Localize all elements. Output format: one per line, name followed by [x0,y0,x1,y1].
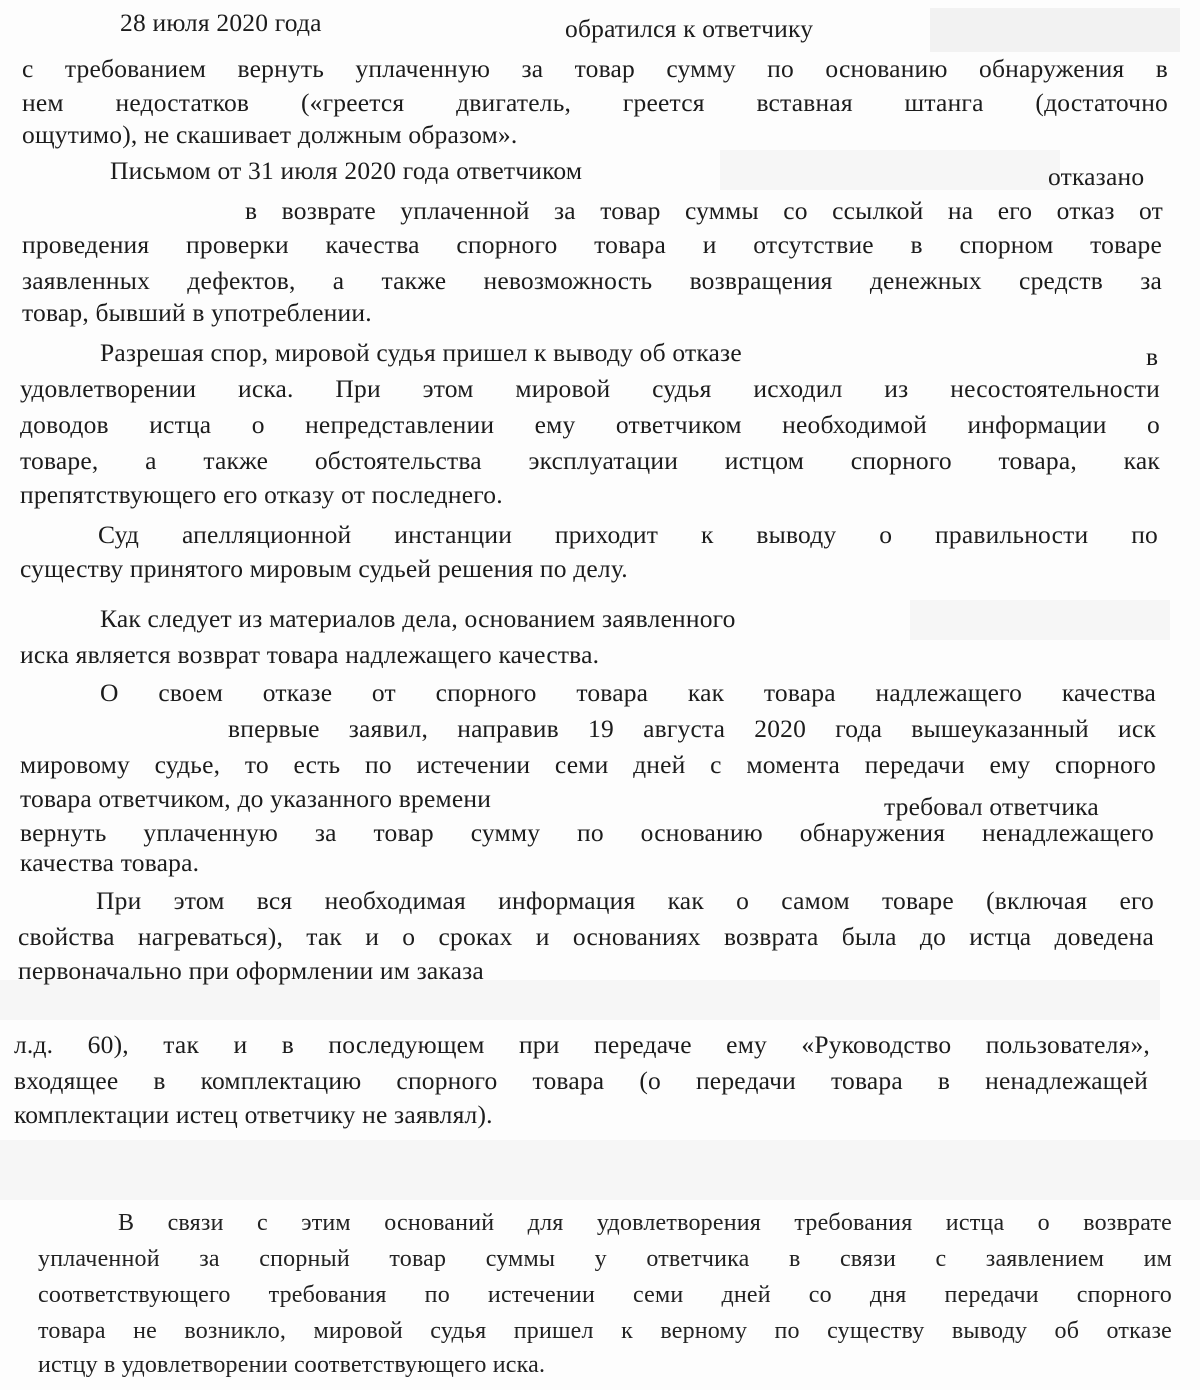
text-line: О своем отказе от спорного товара как товара надлежащего качества [100,678,1156,707]
text-line: свойства нагреваться), так и о сроках и основаниях возврата была до истца доведена [18,922,1154,951]
text-line: в возврате уплаченной за товар суммы со ссылкой на его отказ от [245,196,1163,225]
text-line: удовлетворении иска. При этом мировой судья исходил из несостоятельности [20,374,1160,403]
text-line: товара ответчиком, до указанного времени [20,784,492,813]
redaction-area [720,150,1060,190]
text-line: требовал ответчика [884,792,1099,821]
text-line: качества товара. [20,848,200,877]
text-line: При этом вся необходимая информация как о самом товаре (включая его [96,886,1154,915]
text-line: В связи с этим оснований для удовлетворения требования истца о возврате [118,1210,1172,1236]
text-line: л.д. 60), так и в последующем при передаче ему «Руководство пользователя», [14,1030,1150,1059]
text-line: отказано [1048,162,1145,191]
text-line: иска является возврат товара надлежащего качества. [20,640,600,669]
text-line: препятствующего его отказу от последнего. [20,480,503,509]
text-line: доводов истца о непредставлении ему ответчиком необходимой информации о [20,410,1160,439]
text-line: Разрешая спор, мировой судья пришел к выводу об отказе [100,338,742,367]
text-line: первоначально при оформлении им заказа [18,956,484,985]
redaction-area [910,600,1170,640]
text-line: товаре, а также обстоятельства эксплуатации истцом спорного товара, как [20,446,1160,475]
text-line: нем недостатков («греется двигатель, греется вставная штанга (достаточно [22,88,1168,117]
text-line: соответствующего требования по истечении семи дней со дня передачи спорного [38,1282,1172,1308]
text-line: впервые заявил, направив 19 августа 2020 года вышеуказанный иск [228,714,1156,743]
text-line: 28 июля 2020 года [120,8,322,37]
redaction-area [930,8,1180,52]
text-line: мировому судье, то есть по истечении семи дней с момента передачи ему спорного [20,750,1156,779]
text-line: товар, бывший в употреблении. [22,298,372,327]
text-line: уплаченной за спорный товар суммы у ответчика в связи с заявлением им [38,1246,1172,1272]
scan-band [0,1140,1200,1200]
text-line: входящее в комплектацию спорного товара (о передачи товара в ненадлежащей [14,1066,1148,1095]
text-line: комплектации истец ответчику не заявлял). [14,1100,493,1129]
text-line: существу принятого мировым судьей решения по делу. [20,554,628,583]
text-line: товара не возникло, мировой судья пришел к верному по существу выводу об отказе [38,1318,1172,1344]
text-line: Письмом от 31 июля 2020 года ответчиком [110,156,583,185]
text-line: Как следует из материалов дела, основанием заявленного [100,604,736,633]
text-line: истцу в удовлетворении соответствующего иска. [38,1352,546,1378]
text-line: вернуть уплаченную за товар сумму по основанию обнаружения ненадлежащего [20,818,1154,847]
text-line: заявленных дефектов, а также невозможность возвращения денежных средств за [22,266,1162,295]
text-line: в [1146,342,1159,371]
text-line: обратился к ответчику [565,14,814,43]
text-line: проведения проверки качества спорного товара и отсутствие в спорном товаре [22,230,1162,259]
text-line: с требованием вернуть уплаченную за товар сумму по основанию обнаружения в [22,54,1168,83]
text-line: Суд апелляционной инстанции приходит к выводу о правильности по [98,520,1158,549]
text-line: ощутимо), не скашивает должным образом». [22,120,518,149]
